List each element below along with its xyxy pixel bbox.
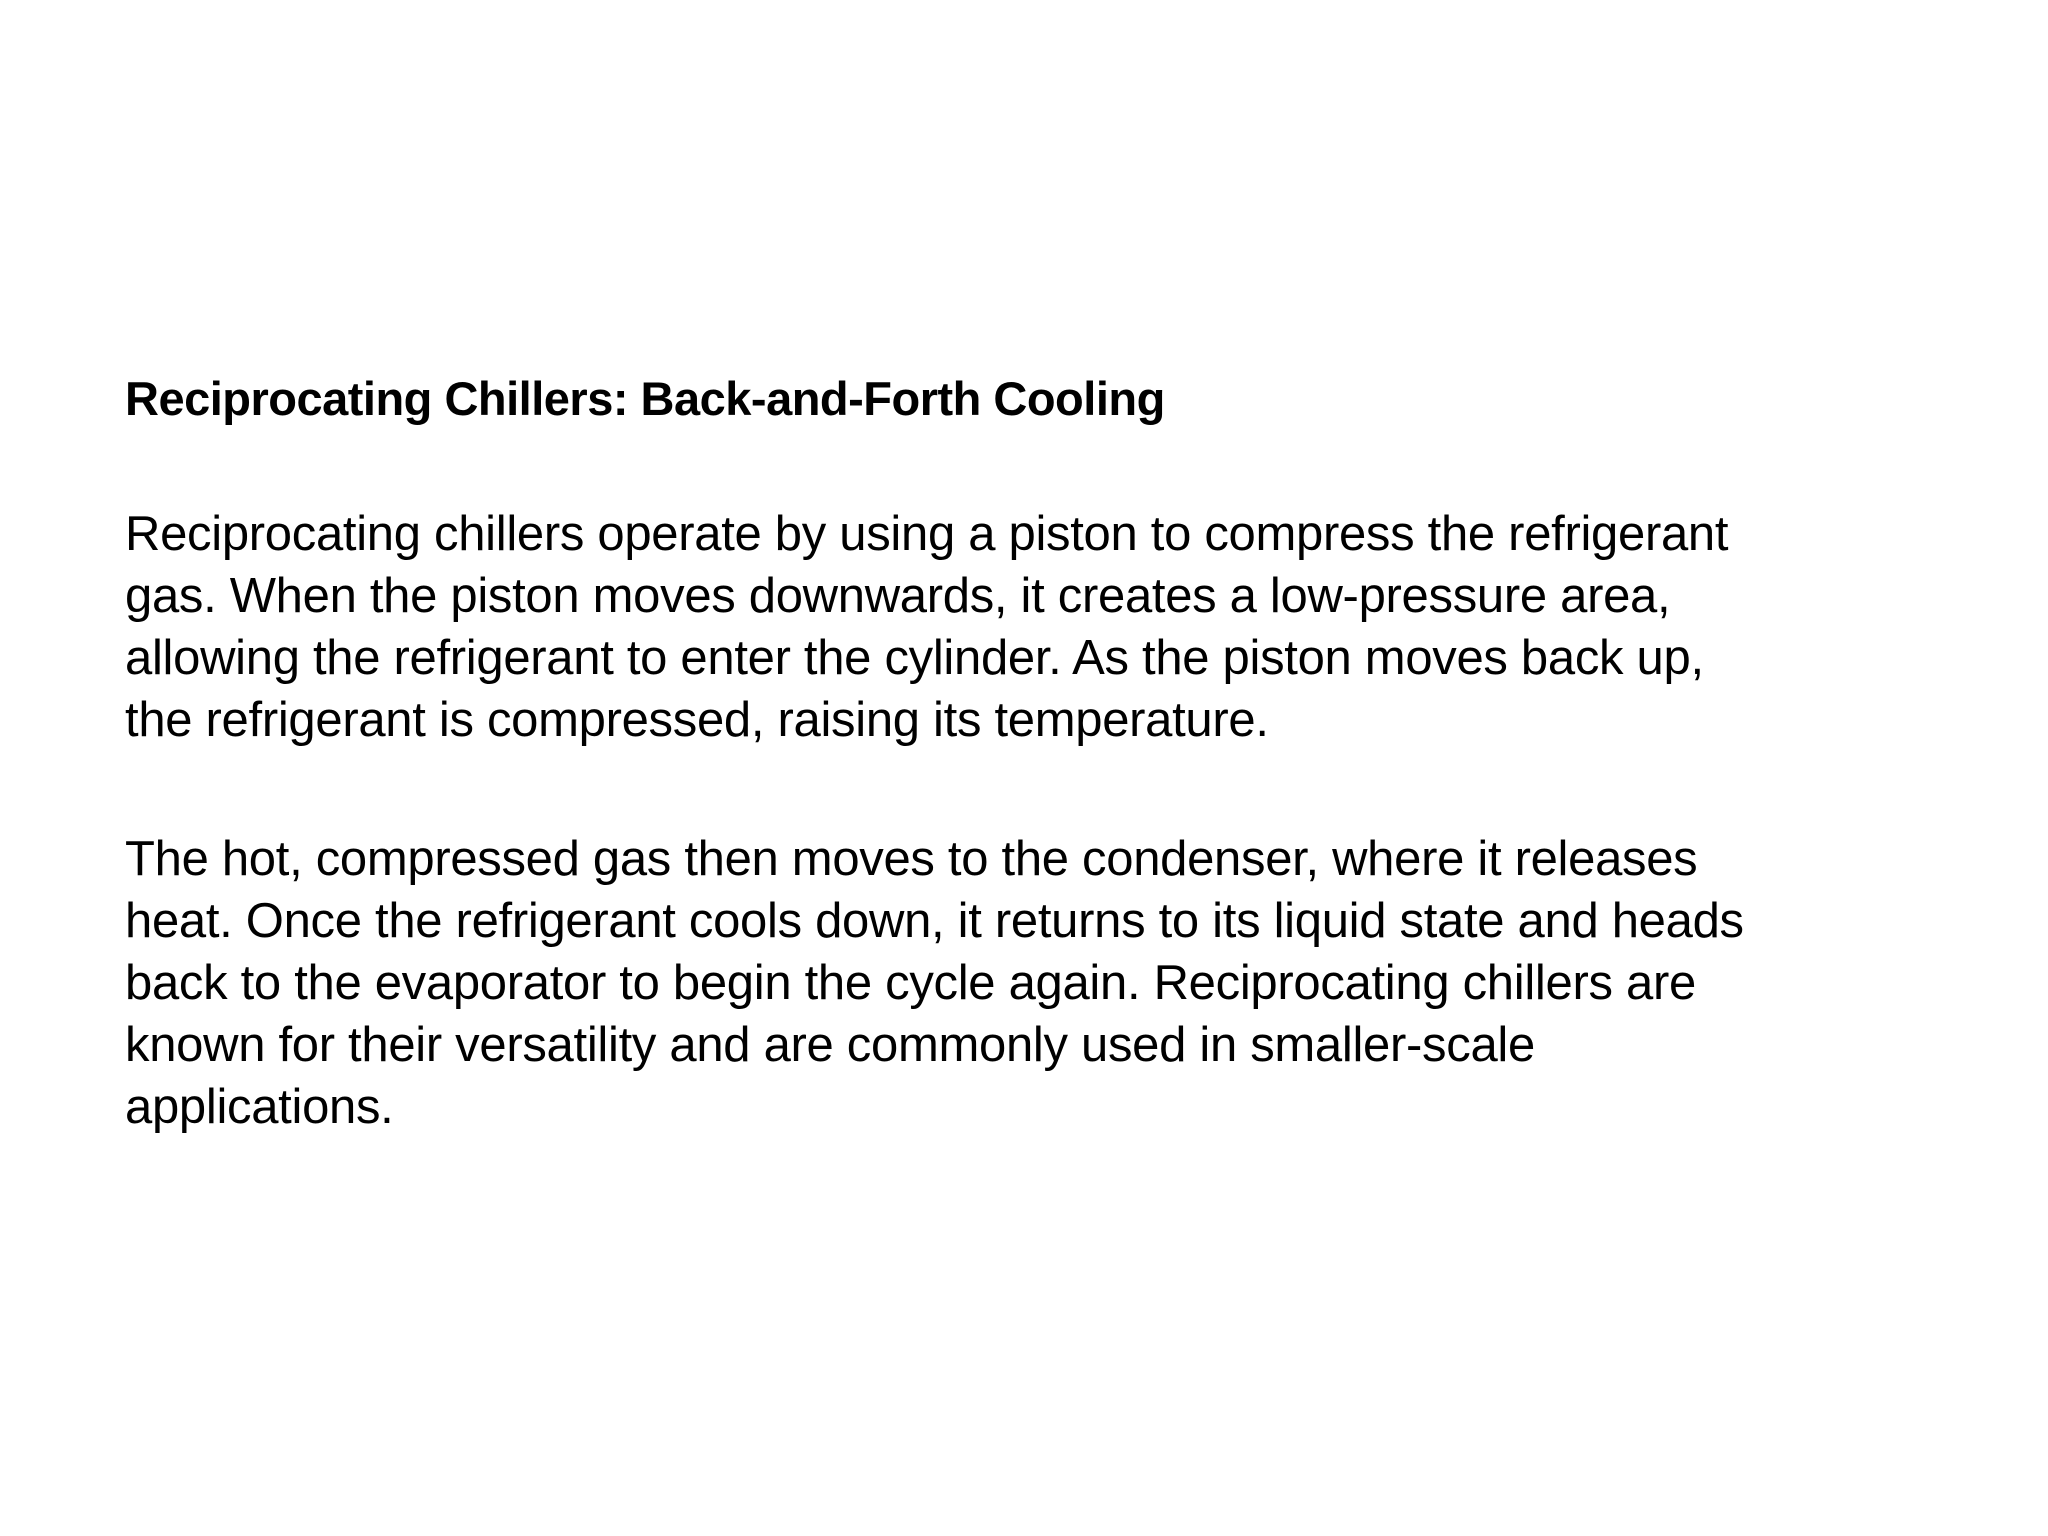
paragraph-line: the refrigerant is compressed, raising its temperature.: [125, 693, 1269, 747]
paragraph-line: known for their versatility and are commonly used in smaller-scale: [125, 1018, 1535, 1072]
paragraph-piston-operation: [125, 503, 1945, 751]
paragraph-line: back to the evaporator to begin the cycle again. Reciprocating chillers are: [125, 956, 1696, 1010]
paragraph-condenser-cycle: [125, 828, 1945, 1138]
paragraph-line: heat. Once the refrigerant cools down, it returns to its liquid state and heads: [125, 894, 1744, 948]
paragraph-line: applications.: [125, 1080, 394, 1134]
slide-heading: Reciprocating Chillers: Back-and-Forth Cooling: [125, 372, 1165, 425]
paragraph-line: gas. When the piston moves downwards, it creates a low-pressure area,: [125, 569, 1671, 623]
slide-content: [125, 368, 1945, 1138]
paragraph-line: The hot, compressed gas then moves to the condenser, where it releases: [125, 832, 1698, 886]
paragraph-line: allowing the refrigerant to enter the cylinder. As the piston moves back up,: [125, 631, 1704, 685]
paragraph-line: Reciprocating chillers operate by using a piston to compress the refrigerant: [125, 507, 1729, 561]
